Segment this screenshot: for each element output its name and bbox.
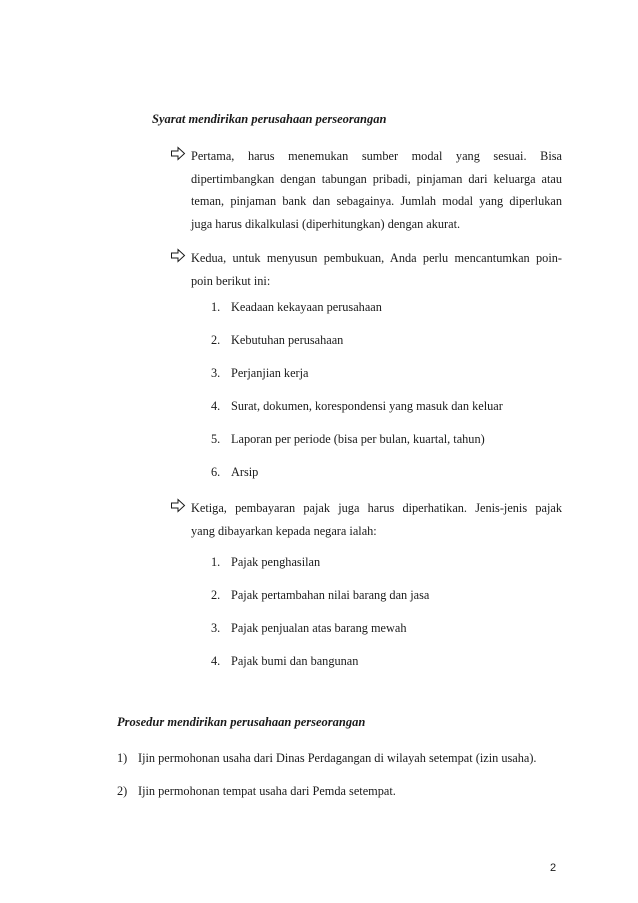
bullet-text [191,247,562,292]
list-text: Surat, dokumen, korespondensi yang masuk dan keluar [231,399,503,413]
procedure-number: 1) [117,751,128,765]
list-item [211,300,382,315]
list-number: 5. [211,432,221,446]
text-line: poin berikut ini: [191,273,271,288]
list-item [211,555,320,570]
text-line: juga harus dikalkulasi (diperhitungkan) dengan akurat. [191,217,461,232]
list-text: Pajak penghasilan [231,555,321,569]
list-text: Kebutuhan perusahaan [231,333,344,347]
list-item [211,432,485,447]
list-number: 6. [211,465,221,479]
text-line: yang dibayarkan kepada negara ialah: [191,523,377,538]
procedure-item [117,784,396,799]
bullet-kedua [170,247,562,292]
list-text: Pajak bumi dan bangunan [231,654,359,668]
list-number: 3. [211,621,221,635]
text-line: Pertama, harus menemukan sumber modal yang sesuai. Bisa [191,149,562,163]
bullet-text [191,145,562,236]
procedure-text: Ijin permohonan tempat usaha dari Pemda setempat. [138,784,396,798]
list-text: Pajak penjualan atas barang mewah [231,621,407,635]
list-item [211,588,429,603]
arrow-right-outline-icon [170,145,186,162]
list-item [211,621,407,636]
bullet-ketiga [170,497,562,542]
text-line: teman, pinjaman bank dan sebagainya. Jumlah modal yang diperlukan [191,194,562,209]
list-number: 2. [211,333,221,347]
list-number: 2. [211,588,221,602]
text-line: Kedua, untuk menyusun pembukuan, Anda perlu mencantumkan poin- [191,251,562,265]
list-text: Perjanjian kerja [231,366,309,380]
list-item [211,333,343,348]
page-number: 2 [550,862,557,874]
procedure-number: 2) [117,784,128,798]
list-number: 1. [211,555,221,569]
list-number: 3. [211,366,221,380]
arrow-right-outline-icon [170,497,186,514]
list-item [211,654,358,669]
list-item [211,399,503,414]
text-line: Ketiga, pembayaran pajak juga harus diperhatikan. Jenis-jenis pajak [191,501,562,515]
list-number: 4. [211,399,221,413]
list-item [211,366,309,381]
list-number: 1. [211,300,221,314]
list-text: Laporan per periode (bisa per bulan, kuartal, tahun) [231,432,485,446]
text-line: dipertimbangkan dengan tabungan pribadi, pinjaman dari keluarga atau [191,171,562,186]
procedure-item [117,751,537,766]
list-number: 4. [211,654,221,668]
list-text: Pajak pertambahan nilai barang dan jasa [231,588,430,602]
arrow-right-outline-icon [170,247,186,264]
list-text: Keadaan kekayaan perusahaan [231,300,382,314]
list-text: Arsip [231,465,259,479]
section-heading-prosedur: Prosedur mendirikan perusahaan perseorangan [117,715,366,729]
bullet-text [191,497,562,542]
procedure-text: Ijin permohonan usaha dari Dinas Perdagangan di wilayah setempat (izin usaha). [138,751,537,765]
bullet-pertama [170,145,562,236]
list-item [211,465,258,480]
section-heading-syarat: Syarat mendirikan perusahaan perseorangan [152,112,387,126]
